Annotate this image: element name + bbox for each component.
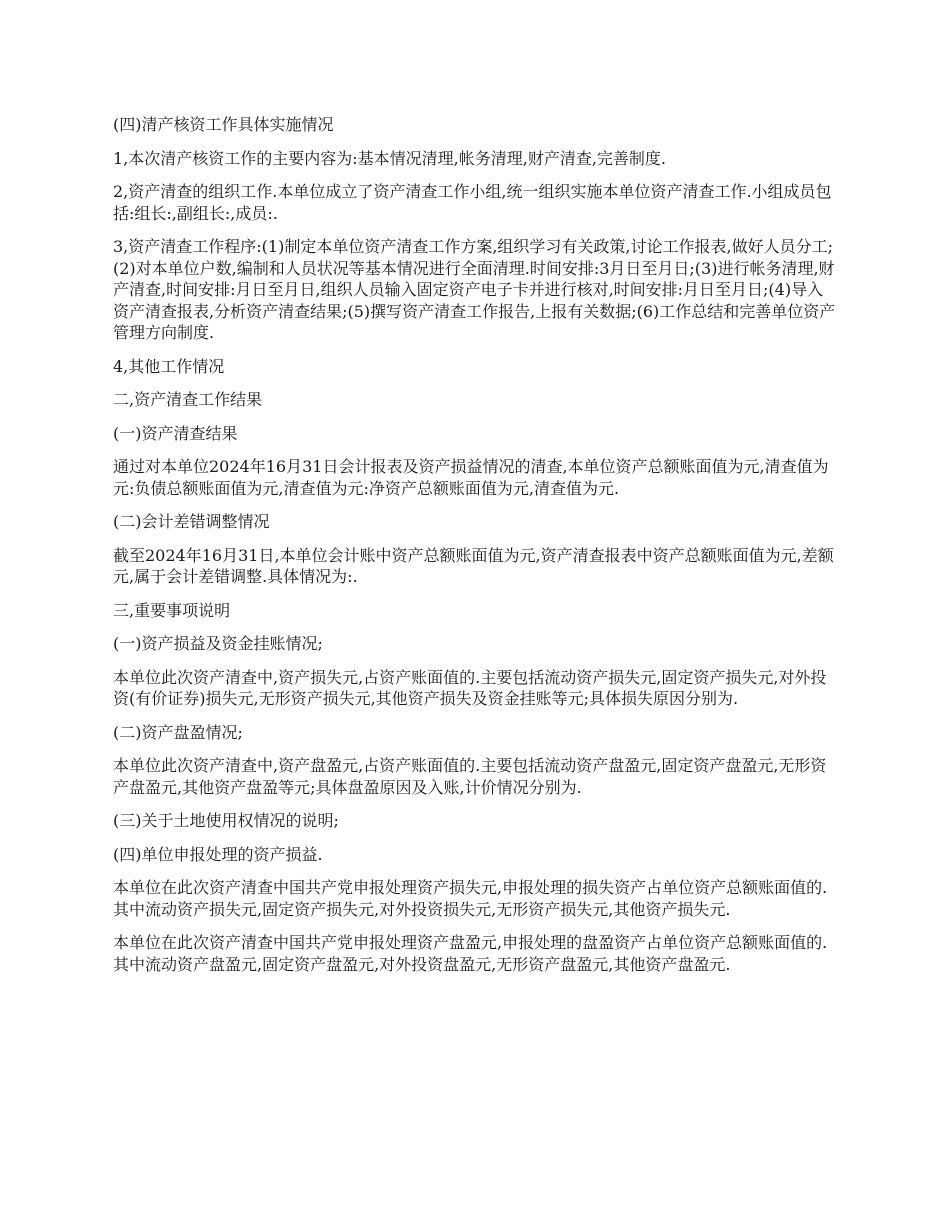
subsection-heading: (一)资产损益及资金挂账情况; — [113, 634, 323, 653]
paragraph: 1,本次清产核资工作的主要内容为:基本情况清理,帐务清理,财产清查,完善制度. — [113, 148, 667, 168]
paragraph: 截至2024年16月31日,本单位会计账中资产总额账面值为元,资产清查报表中资产总额账面值为元,差额元,属于会计差错调整.具体情况为:. — [113, 545, 834, 586]
subsection-heading: (三)关于土地使用权情况的说明; — [113, 811, 339, 830]
section-heading: (四)清产核资工作具体实施情况 — [113, 115, 334, 134]
paragraph: 2,资产清查的组织工作.本单位成立了资产清查工作小组,统一组织实施本单位资产清查工作.小组成员包括:组长:,副组长:,成员:. — [113, 182, 832, 223]
paragraph: 3,资产清查工作程序:(1)制定本单位资产清查工作方案,组织学习有关政策,讨论工作报表,做好人员分工;(2)对本单位户数,编制和人员状况等基本情况进行全面清理.时间安排:3月日至月日;(3)进行帐务清理,财产清查,时间安排:月日至月日,组织人员输入固定资产电子卡并进行核对,时间安排:月日至月日;(4)导入资产清查报表,分析资产清查结果;(5)撰写资产清查工作报告,上报有关数据;(6)工作总结和完善单位资产管理方向制度. — [113, 237, 836, 342]
paragraph: 本单位在此次资产清查中国共产党申报处理资产损失元,申报处理的损失资产占单位资产总额账面值的.其中流动资产损失元,固定资产损失元,对外投资损失元,无形资产损失元,其他资产损失元. — [113, 878, 828, 919]
paragraph: 本单位在此次资产清查中国共产党申报处理资产盘盈元,申报处理的盘盈资产占单位资产总额账面值的.其中流动资产盘盈元,固定资产盘盈元,对外投资盘盈元,无形资产盘盈元,其他资产盘盈元. — [113, 933, 828, 974]
document-body — [113, 114, 839, 987]
paragraph: 本单位此次资产清查中,资产盘盈元,占资产账面值的.主要包括流动资产盘盈元,固定资产盘盈元,无形资产盘盈元,其他资产盘盈等元;具体盘盈原因及入账,计价情况分别为. — [113, 756, 827, 797]
section-heading: 二,资产清查工作结果 — [113, 390, 263, 409]
paragraph: 本单位此次资产清查中,资产损失元,占资产账面值的.主要包括流动资产损失元,固定资产损失元,对外投资(有价证券)损失元,无形资产损失元,其他资产损失及资金挂账等元;具体损失原因分别为. — [113, 667, 827, 708]
paragraph: 通过对本单位2024年16月31日会计报表及资产损益情况的清查,本单位资产总额账面值为元,清查值为元:负债总额账面值为元,清查值为元:净资产总额账面值为元,清查值为元. — [113, 457, 829, 498]
subsection-heading: (四)单位申报处理的资产损益. — [113, 844, 323, 864]
paragraph: 4,其他工作情况 — [113, 356, 225, 376]
subsection-heading: (二)资产盘盈情况; — [113, 722, 243, 742]
subsection-heading: (一)资产清查结果 — [113, 423, 238, 443]
section-heading: 三,重要事项说明 — [113, 600, 231, 620]
subsection-heading: (二)会计差错调整情况 — [113, 512, 270, 531]
